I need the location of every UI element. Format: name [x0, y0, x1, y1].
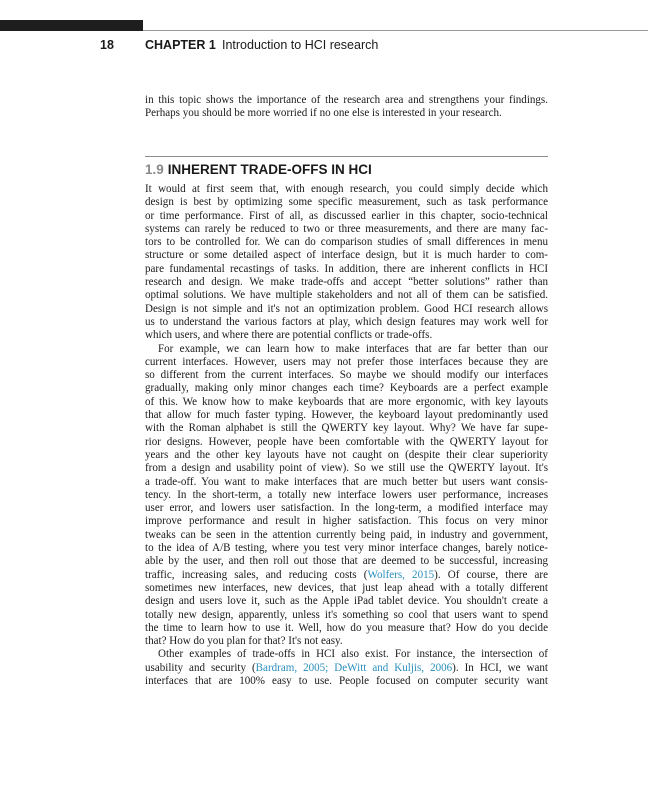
text-line: that? How do you plan for that? It's not easy.: [145, 635, 343, 648]
text-line: gradually, making only minor changes each time? Keyboards are a perfect example: [145, 382, 548, 395]
text-line: to the idea of A/B testing, where you test very minor interface changes, barely notice-: [145, 542, 548, 555]
text-line: optimal solutions. We have multiple stakeholders and not all of them can be satisfied.: [145, 289, 548, 302]
text-line: current interfaces. However, users may not prefer those interfaces because they are: [145, 355, 548, 368]
text-line: systems can rarely be reduced to two or three measurements, and there are many fac-: [145, 222, 548, 235]
text-line: Perhaps you should be more worried if no one else is interested in your research.: [145, 107, 502, 120]
text-line: design and users love it, such as the Apple iPad tablet device. You shouldn't create a: [145, 595, 548, 608]
chapter-title: Introduction to HCI research: [222, 38, 379, 52]
text-line: design is best by optimizing some specific measurement, such as task performance: [145, 196, 548, 209]
text-line: with the Roman alphabet is still the QWERTY key layout. Why? We have far supe-: [145, 422, 548, 435]
section-title: INHERENT TRADE-OFFS IN HCI: [167, 162, 372, 177]
text-fragment: traffic, increasing sales, and reducing costs (: [145, 568, 368, 581]
text-line: Other examples of trade-offs in HCI also exist. For instance, the intersection of: [158, 648, 548, 661]
header-bar: [0, 20, 143, 31]
section-body: [145, 183, 548, 688]
text-line: in this topic shows the importance of the research area and strengthens your findings.: [145, 94, 548, 106]
citation-link[interactable]: Wolfers, 2015: [367, 568, 435, 581]
section-heading: [145, 161, 548, 179]
text-fragment: ). In HCI, we want: [452, 661, 548, 674]
text-line: tweaks can be seen in the attention currently being paid, in industry and government,: [145, 528, 548, 541]
text-line: pare fundamental recastings of tasks. In addition, there are inherent conflicts in HCI: [145, 262, 548, 275]
text-fragment: usability and security (: [145, 661, 256, 674]
page-number: 18: [100, 38, 114, 52]
text-line: structure or some detailed aspect of interface design, but it is much harder to com-: [145, 249, 548, 262]
text-line: tors to be controlled for. We can do comparison studies of small differences in menu: [145, 236, 548, 249]
text-line: For example, we can learn how to make interfaces that are far better than our: [158, 342, 548, 355]
text-line: rior designs. However, people have been comfortable with the QWERTY layout for: [145, 435, 548, 448]
text-line: the time to learn how to use it. Well, how do you measure that? How do you decide: [145, 621, 548, 634]
text-line-with-citation: [145, 569, 548, 582]
text-fragment: ). Of course, there are: [434, 568, 548, 581]
text-line: so different from the current interfaces. So maybe we should modify our interfaces: [145, 369, 548, 382]
text-line: improve performance and result in higher satisfaction. This focus on very minor: [145, 515, 548, 528]
text-line: that allow for much faster typing. However, the keyboard layout predominantly used: [145, 409, 548, 422]
header-rule: [143, 30, 648, 31]
text-line: which users, and where there are potential conflicts or trade-offs.: [145, 329, 433, 342]
intro-paragraph: [145, 94, 548, 121]
text-line: a trade-off. You want to make interfaces that are much better but users want consis-: [145, 475, 548, 488]
text-line: It would at first seem that, with enough research, you could simply decide which: [145, 183, 548, 195]
text-line: of this. We know how to make keyboards that are more ergonomic, with key layouts: [145, 395, 548, 408]
section-number: 1.9: [145, 162, 164, 177]
text-line: or time performance. First of all, as discussed earlier in this chapter, socio-technical: [145, 209, 548, 222]
chapter-label: CHAPTER 1: [145, 38, 216, 52]
text-line: years and the other key layouts have not caught on (despite their clear superiority: [145, 448, 548, 461]
text-line-with-citation: [145, 662, 548, 675]
text-line: interfaces that are 100% easy to use. People focused on computer security want: [145, 674, 548, 687]
text-line: from a design and usability point of view). So we still use the QWERTY layout. It's: [145, 462, 548, 475]
text-line: user error, and lowers user satisfaction. In the long-term, a modified interface may: [145, 502, 548, 515]
text-line: sometimes new interfaces, new devices, that just leap ahead with a totally different: [145, 581, 548, 594]
text-line: us to understand the various factors at play, which design features may work well for: [145, 315, 548, 328]
text-line: Design is not simple and it's not an optimization problem. Good HCI research allows: [145, 302, 548, 315]
section-rule: [145, 156, 548, 157]
text-line: research and design. We make trade-offs and accept “better solutions” rather than: [145, 276, 548, 289]
running-head: [0, 37, 648, 53]
text-line: totally new design, apparently, unless it's something so cool that users want to spend: [145, 608, 548, 621]
text-line: tency. In the short-term, a totally new interface lowers user performance, increases: [145, 488, 548, 501]
text-line: able by the user, and then roll out those that are deemed to be successful, increasing: [145, 555, 548, 568]
citation-link[interactable]: Bardram, 2005; DeWitt and Kuljis, 2006: [255, 661, 453, 674]
